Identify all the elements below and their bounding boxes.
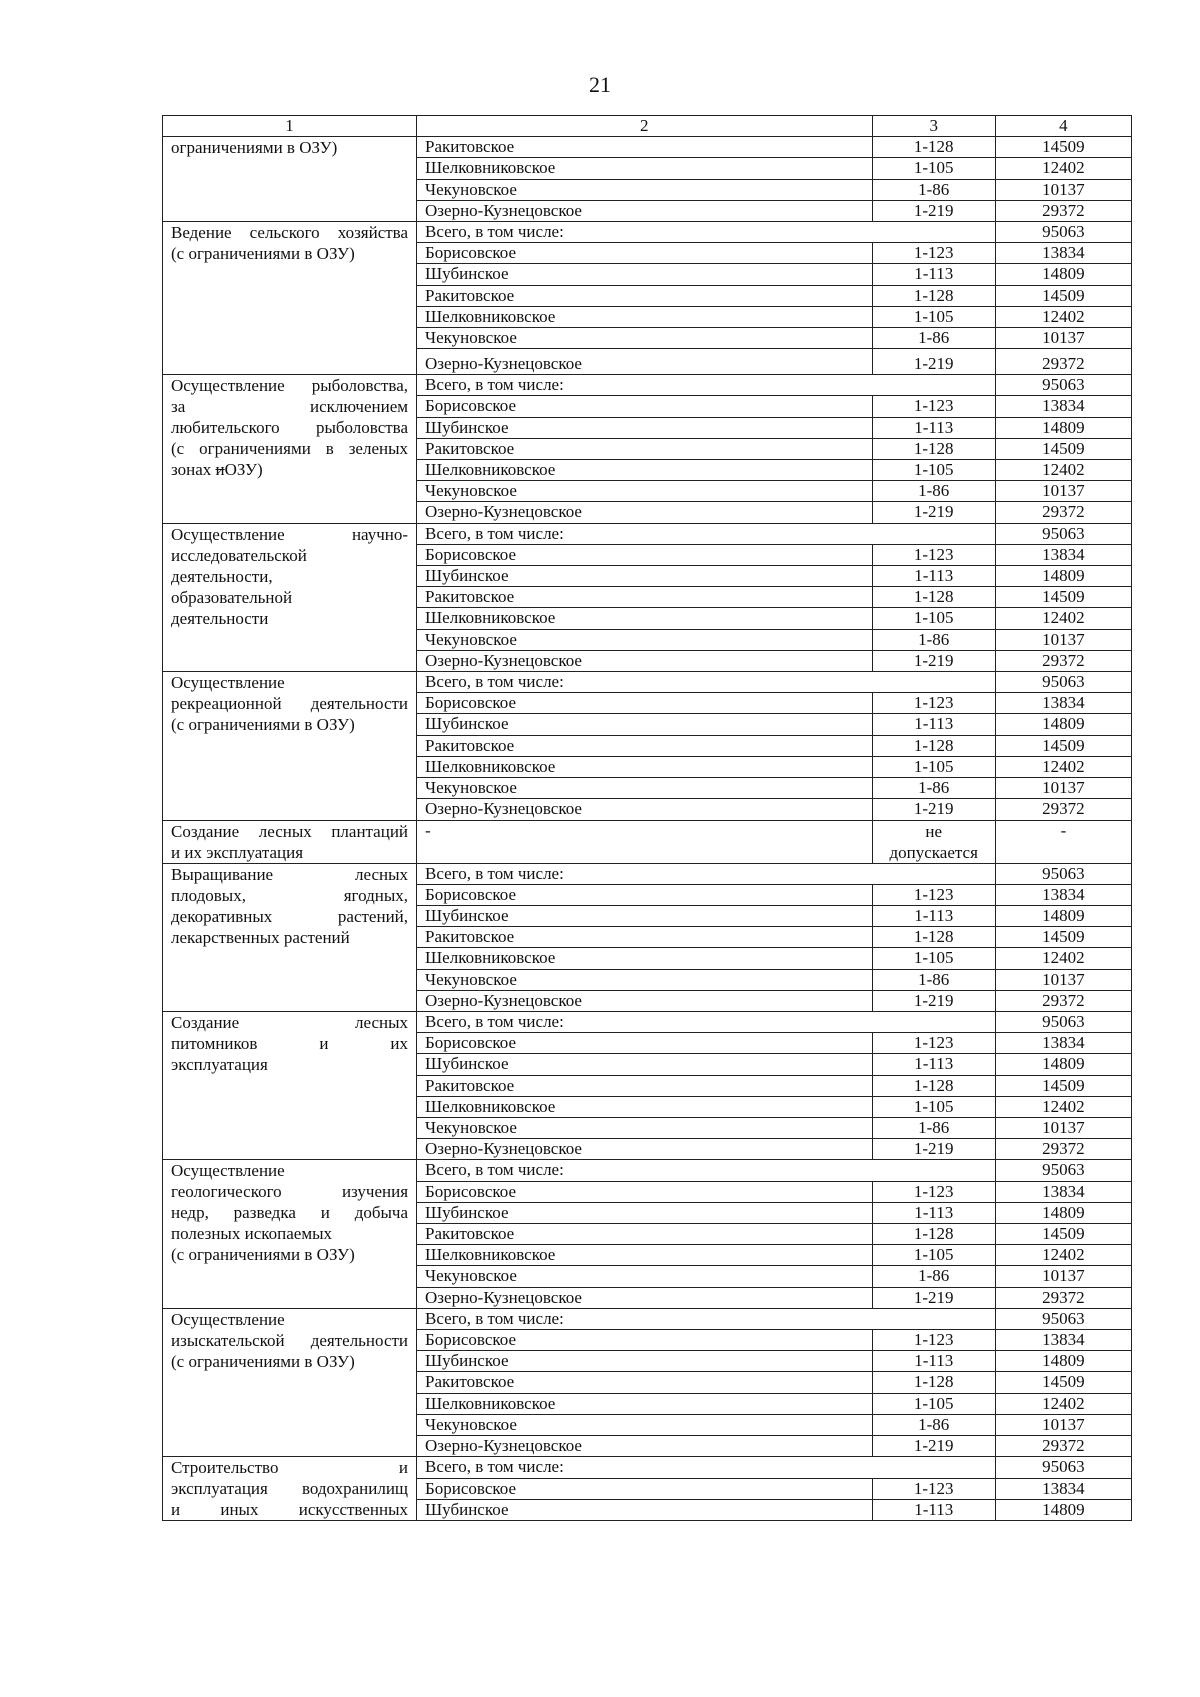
value-cell: 10137 bbox=[995, 1117, 1131, 1138]
value-cell: 29372 bbox=[995, 502, 1131, 523]
category-cell bbox=[163, 222, 417, 375]
range-cell: 1-219 bbox=[872, 1287, 995, 1308]
table-row bbox=[163, 820, 1132, 863]
value-cell: 12402 bbox=[995, 306, 1131, 327]
district-cell: Чекуновское bbox=[417, 1117, 873, 1138]
district-cell: Ракитовское bbox=[417, 927, 873, 948]
range-cell: 1-105 bbox=[872, 756, 995, 777]
category-line: лекарственных растений bbox=[171, 927, 350, 947]
district-cell: Шубинское bbox=[417, 566, 873, 587]
total-label: Всего, в том числе: bbox=[417, 222, 996, 243]
range-cell: 1-105 bbox=[872, 306, 995, 327]
value-cell: 13834 bbox=[995, 1181, 1131, 1202]
value-cell: 10137 bbox=[995, 629, 1131, 650]
category-line: изыскательской деятельности bbox=[171, 1330, 409, 1350]
range-cell: 1-123 bbox=[872, 243, 995, 264]
total-value: 95063 bbox=[995, 375, 1131, 396]
total-value: 95063 bbox=[995, 1160, 1131, 1181]
category-cell bbox=[163, 1160, 417, 1308]
value-cell: 13834 bbox=[995, 1478, 1131, 1499]
category-line: Ведение сельского хозяйства bbox=[171, 223, 409, 243]
district-cell: Шелковниковское bbox=[417, 948, 873, 969]
value-cell: 14809 bbox=[995, 1054, 1131, 1075]
district-cell: Ракитовское bbox=[417, 285, 873, 306]
district-cell: Озерно-Кузнецовское bbox=[417, 1435, 873, 1456]
category-line: Осуществление научно- bbox=[171, 524, 409, 544]
value-cell: 29372 bbox=[995, 349, 1131, 375]
total-value: 95063 bbox=[995, 523, 1131, 544]
district-cell: Шелковниковское bbox=[417, 608, 873, 629]
range-cell: 1-113 bbox=[872, 1351, 995, 1372]
district-cell: Шубинское bbox=[417, 1499, 873, 1520]
value-cell: 14809 bbox=[995, 264, 1131, 285]
range-cell: 1-113 bbox=[872, 714, 995, 735]
value-cell: 14509 bbox=[995, 587, 1131, 608]
district-cell: Борисовское bbox=[417, 1478, 873, 1499]
district-cell: Чекуновское bbox=[417, 629, 873, 650]
value-cell: 13834 bbox=[995, 243, 1131, 264]
category-line: ограничениями в ОЗУ) bbox=[171, 138, 338, 158]
category-line: деятельности bbox=[171, 608, 269, 628]
district-cell: Чекуновское bbox=[417, 1414, 873, 1435]
district-cell: Ракитовское bbox=[417, 735, 873, 756]
value-cell: 14509 bbox=[995, 1372, 1131, 1393]
district-cell: Борисовское bbox=[417, 396, 873, 417]
category-line: Создание лесных плантаций bbox=[171, 821, 409, 841]
value-cell: 10137 bbox=[995, 969, 1131, 990]
value-cell: 12402 bbox=[995, 460, 1131, 481]
district-cell: Шелковниковское bbox=[417, 756, 873, 777]
value-cell: - bbox=[995, 820, 1131, 863]
range-cell: 1-219 bbox=[872, 1139, 995, 1160]
value-cell: 10137 bbox=[995, 481, 1131, 502]
category-line: эксплуатация водохранилищ bbox=[171, 1479, 409, 1499]
total-row bbox=[163, 1457, 1132, 1478]
total-row bbox=[163, 863, 1132, 884]
category-line: (с ограничениями в зеленых bbox=[171, 439, 409, 459]
district-cell: Шелковниковское bbox=[417, 1096, 873, 1117]
value-cell: 14809 bbox=[995, 905, 1131, 926]
district-cell: Ракитовское bbox=[417, 1075, 873, 1096]
district-cell: Чекуновское bbox=[417, 969, 873, 990]
total-value: 95063 bbox=[995, 1457, 1131, 1478]
range-cell: 1-128 bbox=[872, 1223, 995, 1244]
total-row bbox=[163, 1160, 1132, 1181]
range-cell: 1-113 bbox=[872, 417, 995, 438]
total-label: Всего, в том числе: bbox=[417, 1011, 996, 1032]
range-cell: 1-123 bbox=[872, 1329, 995, 1350]
district-cell: Борисовское bbox=[417, 243, 873, 264]
category-line: и их эксплуатация bbox=[171, 842, 304, 862]
range-cell bbox=[872, 820, 995, 863]
header-cell-2: 2 bbox=[417, 116, 873, 137]
range-cell: 1-128 bbox=[872, 927, 995, 948]
range-cell: 1-86 bbox=[872, 1414, 995, 1435]
value-cell: 14809 bbox=[995, 1202, 1131, 1223]
district-cell: Борисовское bbox=[417, 693, 873, 714]
total-row bbox=[163, 222, 1132, 243]
category-line: Осуществление рыболовства, bbox=[171, 376, 409, 396]
header-cell-1: 1 bbox=[163, 116, 417, 137]
range-cell: 1-128 bbox=[872, 137, 995, 158]
range-cell: 1-105 bbox=[872, 608, 995, 629]
category-line: Создание лесных bbox=[171, 1012, 409, 1032]
range-cell: 1-113 bbox=[872, 905, 995, 926]
value-cell: 14509 bbox=[995, 137, 1131, 158]
category-cell bbox=[163, 523, 417, 671]
category-cell bbox=[163, 1308, 417, 1456]
district-cell: Озерно-Кузнецовское bbox=[417, 1139, 873, 1160]
range-cell: 1-86 bbox=[872, 1117, 995, 1138]
category-line: питомников и их bbox=[171, 1033, 409, 1053]
value-cell: 12402 bbox=[995, 1393, 1131, 1414]
value-cell: 13834 bbox=[995, 396, 1131, 417]
category-cell bbox=[163, 1457, 417, 1521]
category-cell bbox=[163, 137, 417, 222]
district-cell: Чекуновское bbox=[417, 179, 873, 200]
category-line: и иных искусственных bbox=[171, 1500, 409, 1520]
range-cell: 1-219 bbox=[872, 990, 995, 1011]
district-cell: Озерно-Кузнецовское bbox=[417, 990, 873, 1011]
district-cell: Озерно-Кузнецовское bbox=[417, 799, 873, 820]
value-cell: 14509 bbox=[995, 438, 1131, 459]
category-line: Осуществление bbox=[171, 1161, 285, 1181]
district-cell: Ракитовское bbox=[417, 137, 873, 158]
category-line: исследовательской bbox=[171, 545, 307, 565]
range-cell: 1-113 bbox=[872, 1499, 995, 1520]
range-line: допускается bbox=[889, 842, 978, 862]
range-cell: 1-219 bbox=[872, 799, 995, 820]
district-cell: Озерно-Кузнецовское bbox=[417, 200, 873, 221]
district-cell: Шубинское bbox=[417, 714, 873, 735]
total-row bbox=[163, 523, 1132, 544]
district-cell: Шубинское bbox=[417, 905, 873, 926]
value-cell: 14809 bbox=[995, 1351, 1131, 1372]
district-cell: Ракитовское bbox=[417, 1223, 873, 1244]
category-line: Осуществление bbox=[171, 1309, 285, 1329]
district-cell: Шелковниковское bbox=[417, 1245, 873, 1266]
value-cell: 14809 bbox=[995, 714, 1131, 735]
district-cell: Шубинское bbox=[417, 1351, 873, 1372]
range-cell: 1-219 bbox=[872, 502, 995, 523]
district-cell: Борисовское bbox=[417, 1329, 873, 1350]
district-cell: Шубинское bbox=[417, 417, 873, 438]
value-cell: 14509 bbox=[995, 1075, 1131, 1096]
value-cell: 12402 bbox=[995, 158, 1131, 179]
range-cell: 1-123 bbox=[872, 1033, 995, 1054]
value-cell: 10137 bbox=[995, 778, 1131, 799]
range-cell: 1-86 bbox=[872, 629, 995, 650]
value-cell: 14809 bbox=[995, 566, 1131, 587]
range-cell: 1-123 bbox=[872, 1181, 995, 1202]
value-cell: 12402 bbox=[995, 1245, 1131, 1266]
category-line: Выращивание лесных bbox=[171, 864, 409, 884]
total-row bbox=[163, 1011, 1132, 1032]
category-line: за исключением bbox=[171, 397, 409, 417]
district-cell: Борисовское bbox=[417, 884, 873, 905]
district-cell: Шелковниковское bbox=[417, 158, 873, 179]
district-cell: - bbox=[417, 820, 873, 863]
total-label: Всего, в том числе: bbox=[417, 1457, 996, 1478]
value-cell: 13834 bbox=[995, 693, 1131, 714]
range-cell: 1-105 bbox=[872, 1245, 995, 1266]
range-cell: 1-123 bbox=[872, 544, 995, 565]
data-table bbox=[162, 115, 1132, 1521]
category-line: Осуществление bbox=[171, 673, 285, 693]
range-line: не bbox=[925, 821, 943, 841]
value-cell: 29372 bbox=[995, 799, 1131, 820]
district-cell: Ракитовское bbox=[417, 1372, 873, 1393]
value-cell: 29372 bbox=[995, 650, 1131, 671]
category-cell bbox=[163, 863, 417, 1011]
range-cell: 1-105 bbox=[872, 158, 995, 179]
total-value: 95063 bbox=[995, 863, 1131, 884]
category-line bbox=[171, 459, 408, 480]
category-line: Строительство и bbox=[171, 1458, 409, 1478]
district-cell: Чекуновское bbox=[417, 328, 873, 349]
category-line: (с ограничениями в ОЗУ) bbox=[171, 244, 355, 264]
value-cell: 13834 bbox=[995, 544, 1131, 565]
category-line: образовательной bbox=[171, 587, 293, 607]
category-line: геологического изучения bbox=[171, 1182, 409, 1202]
category-line: (с ограничениями в ОЗУ) bbox=[171, 1245, 355, 1265]
value-cell: 14509 bbox=[995, 1223, 1131, 1244]
range-cell: 1-219 bbox=[872, 349, 995, 375]
district-cell: Шелковниковское bbox=[417, 306, 873, 327]
category-line: и bbox=[215, 460, 225, 480]
value-cell: 29372 bbox=[995, 1287, 1131, 1308]
district-cell: Чекуновское bbox=[417, 481, 873, 502]
district-cell: Озерно-Кузнецовское bbox=[417, 502, 873, 523]
value-cell: 12402 bbox=[995, 1096, 1131, 1117]
category-line: плодовых, ягодных, bbox=[171, 885, 409, 905]
total-value: 95063 bbox=[995, 1011, 1131, 1032]
value-cell: 13834 bbox=[995, 884, 1131, 905]
range-cell: 1-123 bbox=[872, 693, 995, 714]
total-value: 95063 bbox=[995, 222, 1131, 243]
total-label: Всего, в том числе: bbox=[417, 1160, 996, 1181]
range-cell: 1-113 bbox=[872, 1054, 995, 1075]
range-cell: 1-86 bbox=[872, 969, 995, 990]
range-cell: 1-128 bbox=[872, 1075, 995, 1096]
total-label: Всего, в том числе: bbox=[417, 1308, 996, 1329]
value-cell: 14809 bbox=[995, 1499, 1131, 1520]
total-label: Всего, в том числе: bbox=[417, 863, 996, 884]
range-cell: 1-123 bbox=[872, 884, 995, 905]
range-cell: 1-105 bbox=[872, 460, 995, 481]
district-cell: Шубинское bbox=[417, 1202, 873, 1223]
range-cell: 1-219 bbox=[872, 650, 995, 671]
district-cell: Борисовское bbox=[417, 1033, 873, 1054]
district-cell: Озерно-Кузнецовское bbox=[417, 349, 873, 375]
value-cell: 14509 bbox=[995, 927, 1131, 948]
category-line: любительского рыболовства bbox=[171, 418, 409, 438]
value-cell: 14809 bbox=[995, 417, 1131, 438]
total-label: Всего, в том числе: bbox=[417, 672, 996, 693]
district-cell: Ракитовское bbox=[417, 438, 873, 459]
district-cell: Борисовское bbox=[417, 1181, 873, 1202]
range-cell: 1-86 bbox=[872, 1266, 995, 1287]
category-line: рекреационной деятельности bbox=[171, 694, 409, 714]
range-cell: 1-123 bbox=[872, 396, 995, 417]
category-cell bbox=[163, 672, 417, 820]
range-cell: 1-219 bbox=[872, 200, 995, 221]
category-line: ОЗУ) bbox=[224, 460, 263, 480]
category-line: деятельности, bbox=[171, 566, 273, 586]
range-cell: 1-113 bbox=[872, 264, 995, 285]
value-cell: 13834 bbox=[995, 1329, 1131, 1350]
total-row bbox=[163, 672, 1132, 693]
range-cell: 1-105 bbox=[872, 948, 995, 969]
range-cell: 1-128 bbox=[872, 735, 995, 756]
value-cell: 29372 bbox=[995, 200, 1131, 221]
range-cell: 1-86 bbox=[872, 179, 995, 200]
value-cell: 12402 bbox=[995, 756, 1131, 777]
category-line: недр, разведка и добыча bbox=[171, 1203, 409, 1223]
total-label: Всего, в том числе: bbox=[417, 523, 996, 544]
category-cell bbox=[163, 375, 417, 523]
total-row bbox=[163, 1308, 1132, 1329]
table-row bbox=[163, 137, 1132, 158]
range-cell: 1-86 bbox=[872, 778, 995, 799]
value-cell: 14509 bbox=[995, 735, 1131, 756]
range-cell: 1-128 bbox=[872, 438, 995, 459]
value-cell: 29372 bbox=[995, 990, 1131, 1011]
range-cell: 1-86 bbox=[872, 328, 995, 349]
range-cell: 1-123 bbox=[872, 1478, 995, 1499]
value-cell: 13834 bbox=[995, 1033, 1131, 1054]
district-cell: Чекуновское bbox=[417, 1266, 873, 1287]
total-label: Всего, в том числе: bbox=[417, 375, 996, 396]
range-cell: 1-105 bbox=[872, 1096, 995, 1117]
total-row bbox=[163, 375, 1132, 396]
category-line: (с ограничениями в ОЗУ) bbox=[171, 715, 355, 735]
district-cell: Озерно-Кузнецовское bbox=[417, 650, 873, 671]
range-cell: 1-219 bbox=[872, 1435, 995, 1456]
range-cell: 1-113 bbox=[872, 1202, 995, 1223]
category-cell bbox=[163, 1011, 417, 1159]
category-line: полезных ископаемых bbox=[171, 1224, 333, 1244]
district-cell: Шелковниковское bbox=[417, 460, 873, 481]
value-cell: 29372 bbox=[995, 1435, 1131, 1456]
page-number: 21 bbox=[589, 72, 611, 97]
value-cell: 10137 bbox=[995, 328, 1131, 349]
district-cell: Шубинское bbox=[417, 1054, 873, 1075]
category-cell bbox=[163, 820, 417, 863]
range-cell: 1-128 bbox=[872, 1372, 995, 1393]
value-cell: 12402 bbox=[995, 948, 1131, 969]
header-row bbox=[163, 116, 1132, 137]
district-cell: Чекуновское bbox=[417, 778, 873, 799]
category-line: декоративных растений, bbox=[171, 906, 409, 926]
value-cell: 14509 bbox=[995, 285, 1131, 306]
total-value: 95063 bbox=[995, 1308, 1131, 1329]
value-cell: 10137 bbox=[995, 1266, 1131, 1287]
range-cell: 1-128 bbox=[872, 285, 995, 306]
value-cell: 12402 bbox=[995, 608, 1131, 629]
category-line: эксплуатация bbox=[171, 1054, 268, 1074]
range-cell: 1-128 bbox=[872, 587, 995, 608]
district-cell: Борисовское bbox=[417, 544, 873, 565]
range-cell: 1-105 bbox=[872, 1393, 995, 1414]
total-value: 95063 bbox=[995, 672, 1131, 693]
header-cell-4: 4 bbox=[995, 116, 1131, 137]
district-cell: Шелковниковское bbox=[417, 1393, 873, 1414]
district-cell: Шубинское bbox=[417, 264, 873, 285]
category-line: (с ограничениями в ОЗУ) bbox=[171, 1351, 355, 1371]
value-cell: 29372 bbox=[995, 1139, 1131, 1160]
category-line: зонах bbox=[171, 460, 212, 480]
value-cell: 10137 bbox=[995, 179, 1131, 200]
value-cell: 10137 bbox=[995, 1414, 1131, 1435]
district-cell: Озерно-Кузнецовское bbox=[417, 1287, 873, 1308]
range-cell: 1-113 bbox=[872, 566, 995, 587]
range-cell: 1-86 bbox=[872, 481, 995, 502]
header-cell-3: 3 bbox=[872, 116, 995, 137]
district-cell: Ракитовское bbox=[417, 587, 873, 608]
